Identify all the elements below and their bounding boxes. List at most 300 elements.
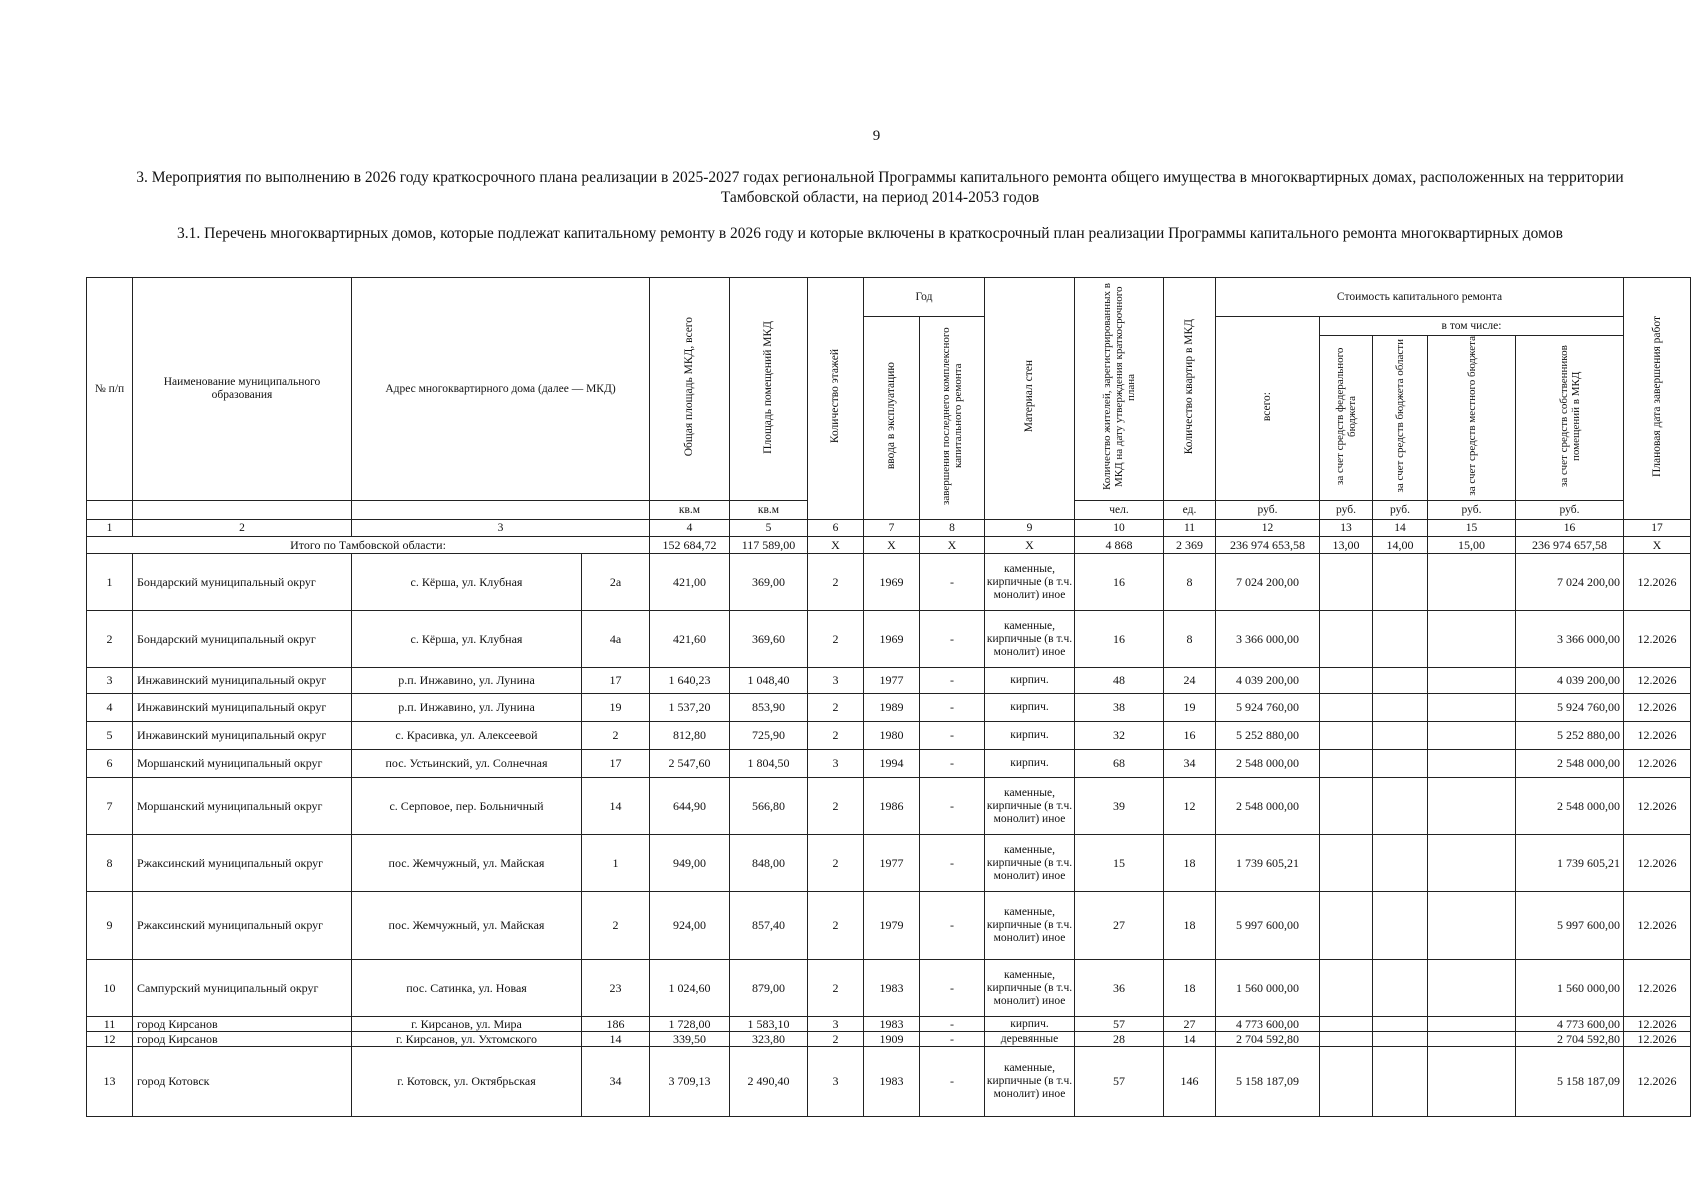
header-cost-total: всего: [1216,317,1320,501]
row-number: 8 [87,835,133,892]
cost-regional [1373,835,1428,892]
row-number: 11 [87,1017,133,1032]
row-number: 3 [87,668,133,694]
table-row [87,750,1691,778]
residents: 68 [1075,750,1164,778]
wall-material: кирпич. [985,694,1075,722]
cost-regional [1373,892,1428,960]
premises-area: 1 583,10 [730,1017,808,1032]
cost-regional [1373,611,1428,668]
header-premises-area: Площадь помещений МКД [730,278,808,501]
floors: 3 [808,750,864,778]
cost-local [1428,1017,1516,1032]
cost-federal [1320,1047,1373,1117]
year-last-repair: - [920,668,985,694]
cost-total: 1 560 000,00 [1216,960,1320,1017]
residents: 36 [1075,960,1164,1017]
total-area: 339,50 [650,1032,730,1047]
column-number: 16 [1516,520,1624,537]
column-number: 15 [1428,520,1516,537]
year-commissioning: 1994 [864,750,920,778]
cost-regional [1373,1032,1428,1047]
wall-material: каменные, кирпичные (в т.ч. монолит) иное [985,892,1075,960]
municipality-name: Ржаксинский муниципальный округ [133,835,352,892]
row-number: 9 [87,892,133,960]
total-area: 644,90 [650,778,730,835]
unit-cell: руб. [1428,501,1516,520]
unit-cell: чел. [1075,501,1164,520]
municipality-name: Моршанский муниципальный округ [133,778,352,835]
address: пос. Жемчужный, ул. Майская [352,892,582,960]
premises-area: 1 804,50 [730,750,808,778]
total-cost: 236 974 653,58 [1216,537,1320,554]
residents: 16 [1075,611,1164,668]
wall-material: каменные, кирпичные (в т.ч. монолит) иное [985,611,1075,668]
floors: 2 [808,892,864,960]
premises-area: 853,90 [730,694,808,722]
unit-cell: руб. [1516,501,1624,520]
cost-owners: 5 924 760,00 [1516,694,1624,722]
cost-owners: 2 548 000,00 [1516,750,1624,778]
year-last-repair: - [920,892,985,960]
residents: 57 [1075,1047,1164,1117]
address: г. Кирсанов, ул. Мира [352,1017,582,1032]
row-number: 7 [87,778,133,835]
year-commissioning: 1969 [864,611,920,668]
cost-owners: 4 039 200,00 [1516,668,1624,694]
house-number: 186 [582,1017,650,1032]
planned-date: 12.2026 [1624,694,1691,722]
cost-federal [1320,1017,1373,1032]
address: с. Красивка, ул. Алексеевой [352,722,582,750]
unit-cell: кв.м [730,501,808,520]
cost-total: 4 039 200,00 [1216,668,1320,694]
residents: 38 [1075,694,1164,722]
apartments: 16 [1164,722,1216,750]
planned-date: 12.2026 [1624,835,1691,892]
wall-material: деревянные [985,1032,1075,1047]
unit-cell: кв.м [650,501,730,520]
house-number: 23 [582,960,650,1017]
wall-material: каменные, кирпичные (в т.ч. монолит) иное [985,960,1075,1017]
floors: 2 [808,694,864,722]
address: р.п. Инжавино, ул. Лунина [352,668,582,694]
floors: 3 [808,668,864,694]
wall-material: кирпич. [985,668,1075,694]
cost-regional [1373,668,1428,694]
floors: 2 [808,554,864,611]
cost-total: 1 739 605,21 [1216,835,1320,892]
column-number: 1 [87,520,133,537]
premises-area: 879,00 [730,960,808,1017]
address: с. Кёрша, ул. Клубная [352,611,582,668]
cost-total: 2 704 592,80 [1216,1032,1320,1047]
table-row [87,960,1691,1017]
house-number: 2а [582,554,650,611]
year-commissioning: 1986 [864,778,920,835]
table-row [87,722,1691,750]
premises-area: 323,80 [730,1032,808,1047]
address: пос. Сатинка, ул. Новая [352,960,582,1017]
municipality-name: город Кирсанов [133,1032,352,1047]
total-owners: 236 974 657,58 [1516,537,1624,554]
unit-cell: руб. [1373,501,1428,520]
column-number: 11 [1164,520,1216,537]
planned-date: 12.2026 [1624,611,1691,668]
cost-federal [1320,668,1373,694]
cost-total: 4 773 600,00 [1216,1017,1320,1032]
address: с. Кёрша, ул. Клубная [352,554,582,611]
cost-local [1428,892,1516,960]
header-residents: Количество жителей, зарегистрированных в МКД на дату утверждения краткосрочного плана [1075,278,1164,501]
cost-owners: 5 252 880,00 [1516,722,1624,750]
cost-owners: 2 704 592,80 [1516,1032,1624,1047]
wall-material: кирпич. [985,1017,1075,1032]
row-number: 12 [87,1032,133,1047]
cost-local [1428,835,1516,892]
cost-total: 5 924 760,00 [1216,694,1320,722]
year-commissioning: 1969 [864,554,920,611]
column-number: 17 [1624,520,1691,537]
address: с. Серповое, пер. Больничный [352,778,582,835]
residents: 15 [1075,835,1164,892]
header-incl: в том числе: [1320,317,1624,336]
apartments: 18 [1164,960,1216,1017]
year-last-repair: - [920,1017,985,1032]
planned-date: 12.2026 [1624,1032,1691,1047]
row-number: 13 [87,1047,133,1117]
year-commissioning: 1983 [864,1017,920,1032]
cost-federal [1320,835,1373,892]
cost-federal [1320,694,1373,722]
address: г. Кирсанов, ул. Ухтомского [352,1032,582,1047]
table-row [87,1017,1691,1032]
cost-regional [1373,750,1428,778]
cost-federal [1320,722,1373,750]
table-row [87,694,1691,722]
wall-material: кирпич. [985,750,1075,778]
total-regional: 14,00 [1373,537,1428,554]
cost-local [1428,694,1516,722]
cost-owners: 7 024 200,00 [1516,554,1624,611]
total-label: Итого по Тамбовской области: [87,537,650,554]
page-number: 9 [872,128,881,144]
cost-federal [1320,611,1373,668]
total-area: 924,00 [650,892,730,960]
total-area: 152 684,72 [650,537,730,554]
year-last-repair: - [920,1032,985,1047]
table-row [87,611,1691,668]
house-number: 14 [582,778,650,835]
header-address: Адрес многоквартирного дома (далее — МКД) [352,278,650,501]
column-number: 10 [1075,520,1164,537]
cost-local [1428,668,1516,694]
residents: 32 [1075,722,1164,750]
planned-date: 12.2026 [1624,750,1691,778]
unit-cell: ед. [1164,501,1216,520]
house-number: 2 [582,722,650,750]
header-cost-owners: за счет средств собственников помещений в МКД [1516,336,1624,501]
header-cost-group: Стоимость капитального ремонта [1216,278,1624,317]
year-last-repair: - [920,611,985,668]
cost-regional [1373,694,1428,722]
residents: 39 [1075,778,1164,835]
table-row [87,835,1691,892]
house-number: 19 [582,694,650,722]
cost-regional [1373,1017,1428,1032]
floors: 2 [808,960,864,1017]
premises-area: 369,60 [730,611,808,668]
premises-area: 857,40 [730,892,808,960]
cost-regional [1373,554,1428,611]
year-last-repair: - [920,722,985,750]
house-number: 14 [582,1032,650,1047]
cost-owners: 4 773 600,00 [1516,1017,1624,1032]
apartments: 12 [1164,778,1216,835]
year-commissioning: 1983 [864,960,920,1017]
year-last-repair: - [920,1047,985,1117]
planned-date: 12.2026 [1624,722,1691,750]
table-row [87,892,1691,960]
table-row [87,778,1691,835]
planned-date: 12.2026 [1624,778,1691,835]
wall-material: каменные, кирпичные (в т.ч. монолит) иное [985,1047,1075,1117]
house-number: 34 [582,1047,650,1117]
year-commissioning: 1989 [864,694,920,722]
apartments: 146 [1164,1047,1216,1117]
municipality-name: Инжавинский муниципальный округ [133,668,352,694]
residents: 48 [1075,668,1164,694]
column-number: 14 [1373,520,1428,537]
address: г. Котовск, ул. Октябрьская [352,1047,582,1117]
header-cost-regional: за счет средств бюджета области [1373,336,1428,501]
table-row [87,668,1691,694]
year-commissioning: 1909 [864,1032,920,1047]
premises-area: 1 048,40 [730,668,808,694]
cost-owners: 5 158 187,09 [1516,1047,1624,1117]
municipality-name: Ржаксинский муниципальный округ [133,892,352,960]
row-number: 4 [87,694,133,722]
year-commissioning: 1979 [864,892,920,960]
house-number: 17 [582,668,650,694]
total-area: 1 024,60 [650,960,730,1017]
floors: 2 [808,835,864,892]
apartments: 8 [1164,611,1216,668]
floors: 3 [808,1047,864,1117]
residents: 27 [1075,892,1164,960]
address: пос. Жемчужный, ул. Майская [352,835,582,892]
unit-cell: руб. [1320,501,1373,520]
address: пос. Устьинский, ул. Солнечная [352,750,582,778]
row-number: 2 [87,611,133,668]
house-number: 2 [582,892,650,960]
cost-local [1428,960,1516,1017]
residents: 57 [1075,1017,1164,1032]
header-cost-federal: за счет средств федерального бюджета [1320,336,1373,501]
cost-owners: 5 997 600,00 [1516,892,1624,960]
column-number: 6 [808,520,864,537]
wall-material: каменные, кирпичные (в т.ч. монолит) иное [985,778,1075,835]
cost-owners: 1 739 605,21 [1516,835,1624,892]
total-wall: X [985,537,1075,554]
apartments: 19 [1164,694,1216,722]
table-body [87,554,1691,1117]
apartments: 24 [1164,668,1216,694]
year-last-repair: - [920,694,985,722]
house-number: 4а [582,611,650,668]
header-wall-material: Материал стен [985,278,1075,520]
total-apartments: 2 369 [1164,537,1216,554]
cost-local [1428,1047,1516,1117]
apartments: 8 [1164,554,1216,611]
subsection-heading: 3.1. Перечень многоквартирных домов, которые подлежат капитальному ремонту в 2026 году и которые включены в краткосрочный план реализации Программы капитального ремонта многоквартирных домов [177,225,1563,242]
column-number: 8 [920,520,985,537]
repair-table-wrapper [86,277,1691,1117]
year-commissioning: 1983 [864,1047,920,1117]
total-floors: X [808,537,864,554]
table-row [87,1032,1691,1047]
cost-total: 2 548 000,00 [1216,778,1320,835]
planned-date: 12.2026 [1624,1017,1691,1032]
column-number: 3 [352,520,650,537]
planned-date: 12.2026 [1624,554,1691,611]
table-row [87,554,1691,611]
column-number: 2 [133,520,352,537]
municipality-name: Моршанский муниципальный округ [133,750,352,778]
cost-federal [1320,778,1373,835]
repair-table [86,277,1691,1117]
total-area: 3 709,13 [650,1047,730,1117]
apartments: 14 [1164,1032,1216,1047]
total-area: 949,00 [650,835,730,892]
floors: 2 [808,1032,864,1047]
total-area: 421,60 [650,611,730,668]
year-last-repair: - [920,778,985,835]
header-year-commissioning: ввода в эксплуатацию [864,317,920,520]
row-number: 10 [87,960,133,1017]
cost-owners: 2 548 000,00 [1516,778,1624,835]
column-number: 7 [864,520,920,537]
floors: 2 [808,611,864,668]
cost-local [1428,750,1516,778]
cost-local [1428,554,1516,611]
wall-material: кирпич. [985,722,1075,750]
total-area: 2 547,60 [650,750,730,778]
total-area: 421,00 [650,554,730,611]
municipality-name: город Котовск [133,1047,352,1117]
year-last-repair: - [920,960,985,1017]
total-date: X [1624,537,1691,554]
planned-date: 12.2026 [1624,892,1691,960]
units-spacer [133,501,352,520]
cost-regional [1373,722,1428,750]
unit-cell: руб. [1216,501,1320,520]
apartments: 18 [1164,835,1216,892]
cost-total: 5 158 187,09 [1216,1047,1320,1117]
total-area: 1 640,23 [650,668,730,694]
cost-federal [1320,554,1373,611]
header-floors: Количество этажей [808,278,864,520]
header-total-area: Общая площадь МКД, всего [650,278,730,501]
year-commissioning: 1980 [864,722,920,750]
cost-regional [1373,960,1428,1017]
header-num: № п/п [87,278,133,501]
column-number: 4 [650,520,730,537]
residents: 28 [1075,1032,1164,1047]
cost-total: 5 997 600,00 [1216,892,1320,960]
column-number: 13 [1320,520,1373,537]
header-cost-local: за счет средств местного бюджета [1428,336,1516,501]
cost-regional [1373,1047,1428,1117]
cost-total: 2 548 000,00 [1216,750,1320,778]
cost-federal [1320,750,1373,778]
municipality-name: Инжавинский муниципальный округ [133,722,352,750]
total-year2: X [920,537,985,554]
header-apartments: Количество квартир в МКД [1164,278,1216,501]
premises-area: 725,90 [730,722,808,750]
total-year1: X [864,537,920,554]
cost-local [1428,1032,1516,1047]
section-heading: 3. Мероприятия по выполнению в 2026 году краткосрочного плана реализации в 2025-2027 годах региональной Программы капитального ремонта общего имущества в многоквартирных домах, расположенных на территории Тамбовской области, на период 2014-2053 годов [136,169,1624,206]
premises-area: 2 490,40 [730,1047,808,1117]
year-last-repair: - [920,835,985,892]
total-local: 15,00 [1428,537,1516,554]
row-number: 5 [87,722,133,750]
column-number: 5 [730,520,808,537]
year-last-repair: - [920,750,985,778]
cost-total: 7 024 200,00 [1216,554,1320,611]
year-commissioning: 1977 [864,835,920,892]
cost-federal [1320,1032,1373,1047]
address: р.п. Инжавино, ул. Лунина [352,694,582,722]
header-planned-date: Плановая дата завершения работ [1624,278,1691,520]
cost-regional [1373,778,1428,835]
cost-local [1428,778,1516,835]
cost-total: 5 252 880,00 [1216,722,1320,750]
municipality-name: Сампурский муниципальный округ [133,960,352,1017]
premises-area: 566,80 [730,778,808,835]
apartments: 34 [1164,750,1216,778]
premises-area: 848,00 [730,835,808,892]
total-area: 1 537,20 [650,694,730,722]
units-spacer [352,501,650,520]
municipality-name: Бондарский муниципальный округ [133,554,352,611]
table-row [87,1047,1691,1117]
municipality-name: город Кирсанов [133,1017,352,1032]
apartments: 27 [1164,1017,1216,1032]
total-federal: 13,00 [1320,537,1373,554]
total-row [87,537,1691,554]
floors: 2 [808,722,864,750]
planned-date: 12.2026 [1624,960,1691,1017]
units-spacer [87,501,133,520]
floors: 3 [808,1017,864,1032]
cost-federal [1320,960,1373,1017]
cost-local [1428,722,1516,750]
total-residents: 4 868 [1075,537,1164,554]
house-number: 1 [582,835,650,892]
wall-material: каменные, кирпичные (в т.ч. монолит) иное [985,554,1075,611]
cost-owners: 3 366 000,00 [1516,611,1624,668]
cost-local [1428,611,1516,668]
municipality-name: Инжавинский муниципальный округ [133,694,352,722]
year-last-repair: - [920,554,985,611]
header-municipality: Наименование муниципального образования [133,278,352,501]
total-area: 1 728,00 [650,1017,730,1032]
planned-date: 12.2026 [1624,668,1691,694]
floors: 2 [808,778,864,835]
column-number: 9 [985,520,1075,537]
